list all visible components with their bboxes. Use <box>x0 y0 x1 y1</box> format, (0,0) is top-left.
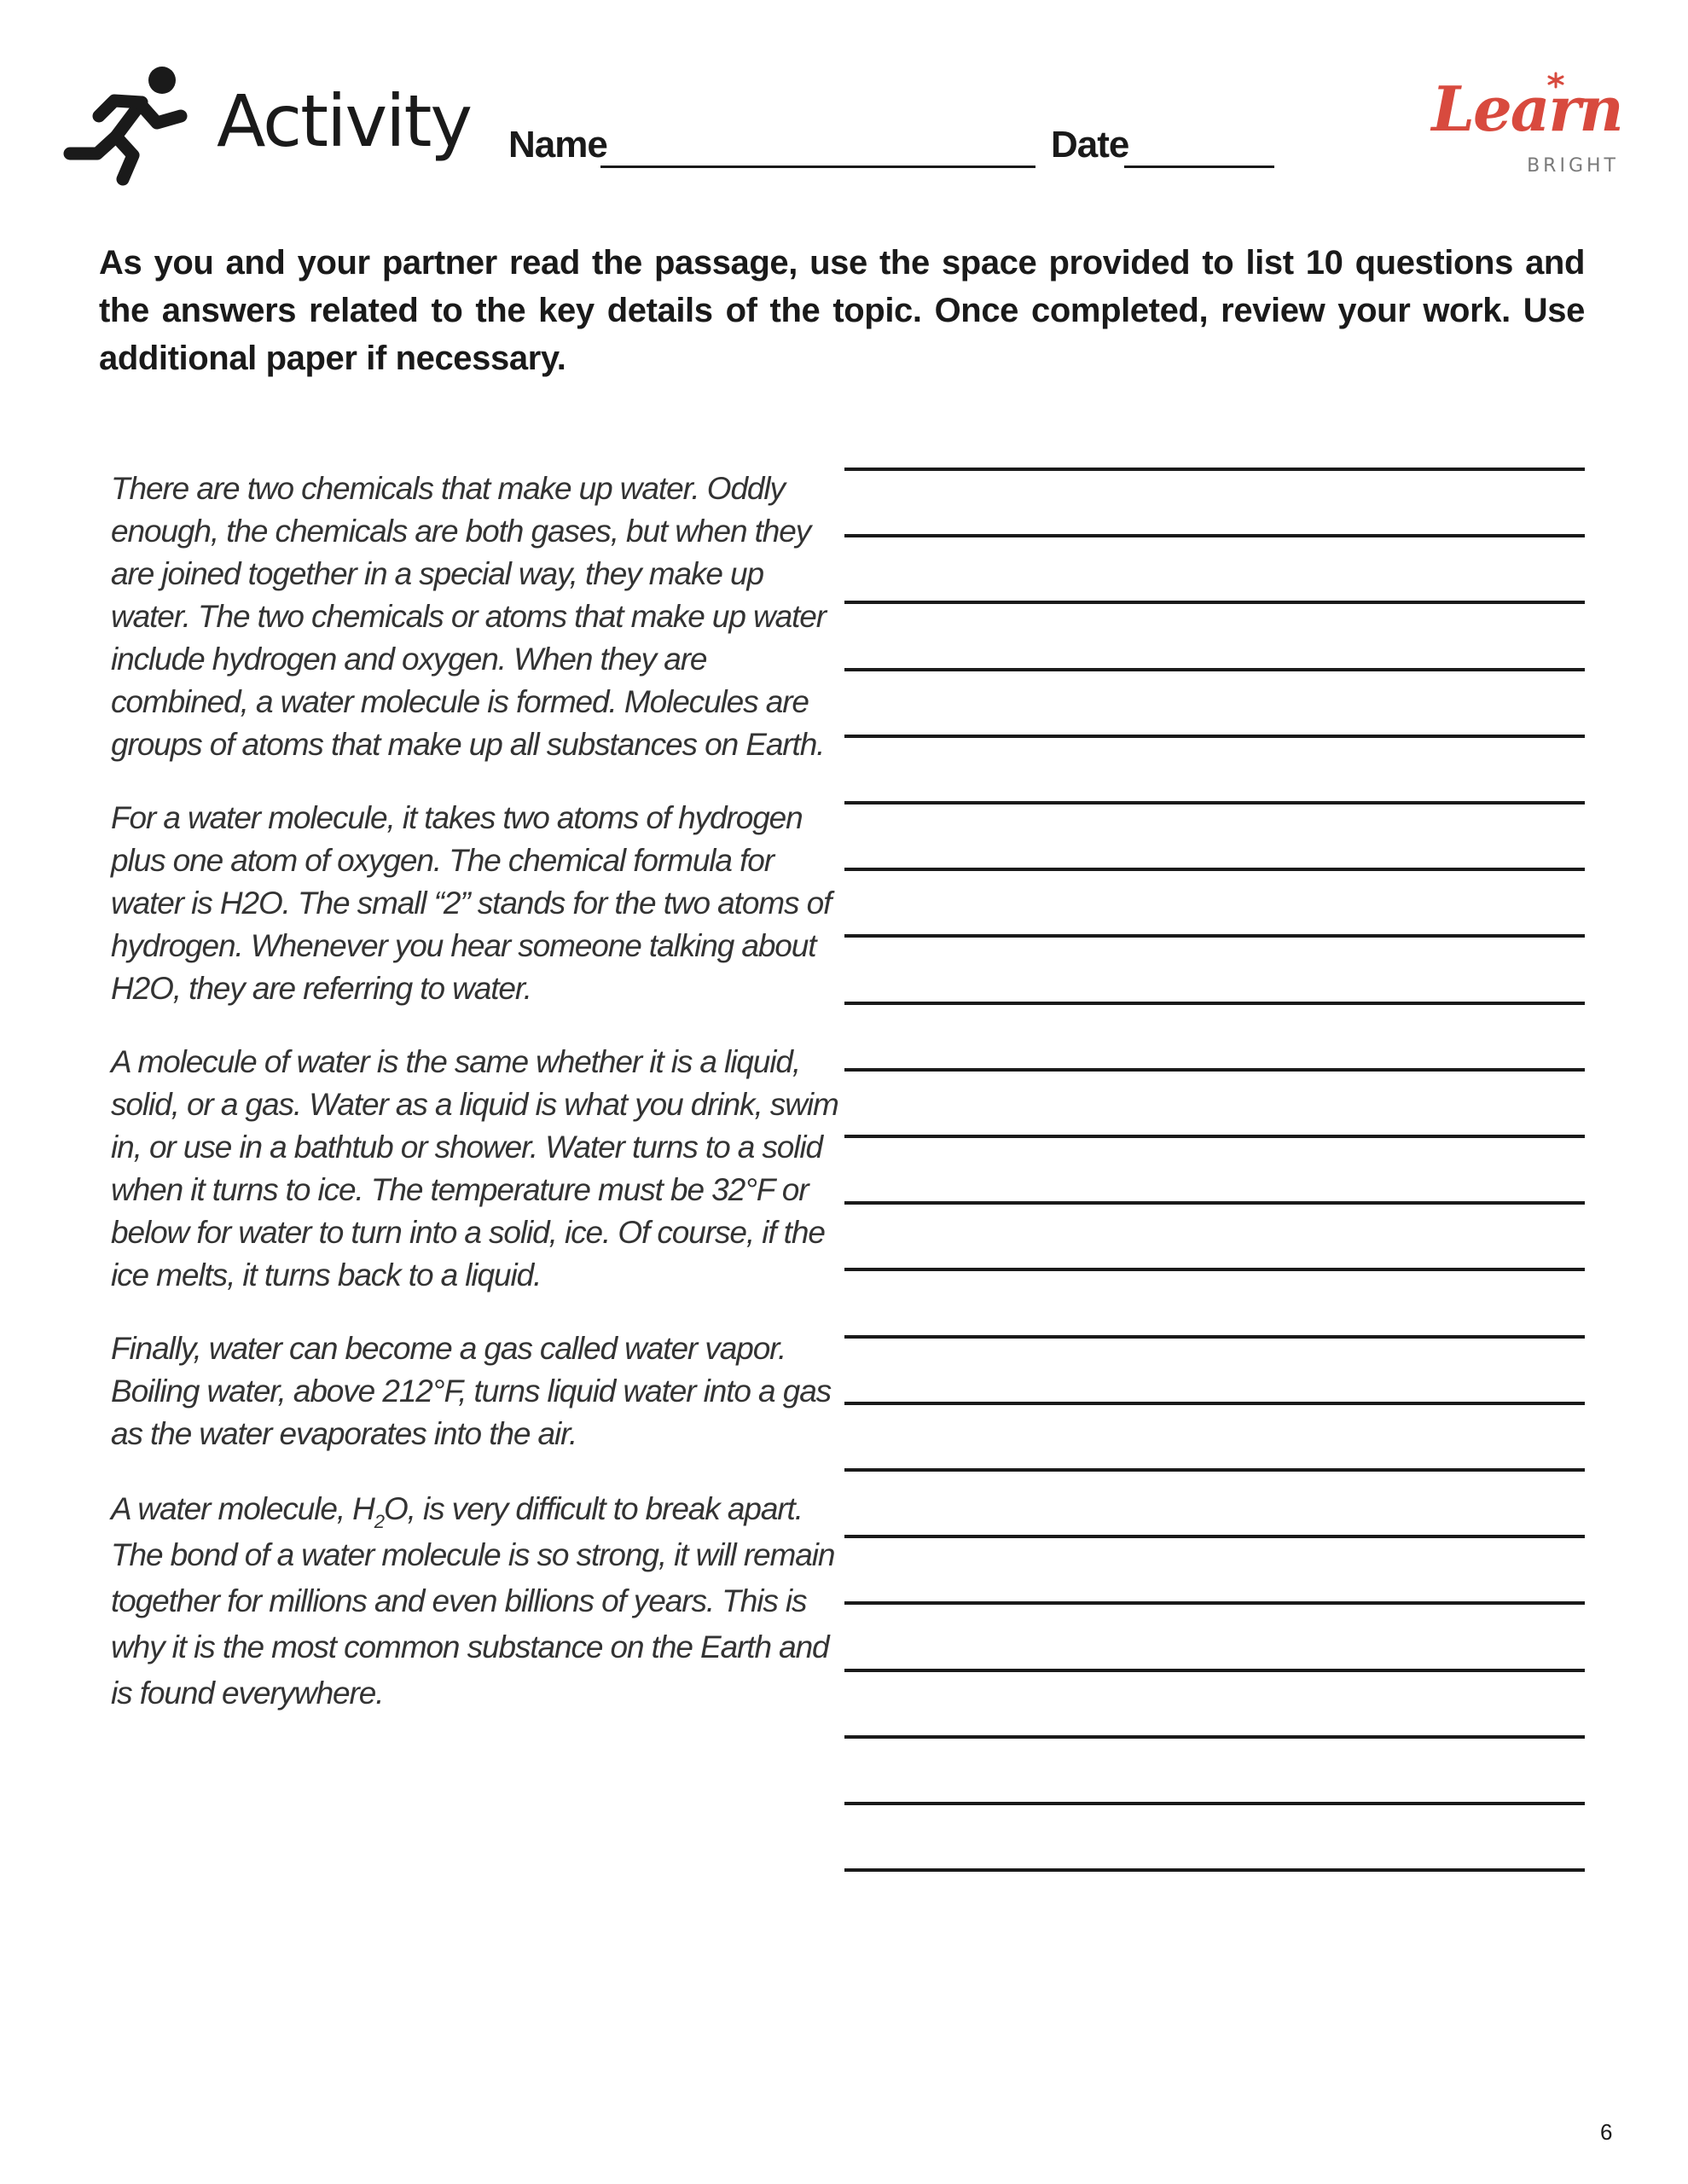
answer-line[interactable] <box>844 868 1585 871</box>
logo-brand-text: Learn <box>1431 73 1622 145</box>
answer-line[interactable] <box>844 534 1585 537</box>
answer-line[interactable] <box>844 1468 1585 1472</box>
answer-line[interactable] <box>844 735 1585 738</box>
answer-line[interactable] <box>844 1402 1585 1405</box>
answer-line[interactable] <box>844 601 1585 604</box>
date-label: Date <box>1051 124 1129 166</box>
answer-line[interactable] <box>844 1669 1585 1672</box>
answer-line[interactable] <box>844 468 1585 471</box>
passage-p5-start: A water molecule, H <box>111 1491 374 1526</box>
answer-line[interactable] <box>844 1002 1585 1005</box>
answer-line[interactable] <box>844 1735 1585 1739</box>
answer-line[interactable] <box>844 1802 1585 1805</box>
passage-paragraph-2: For a water molecule, it takes two atoms of hydrogen plus one atom of oxygen. The chemical formula for water is H2O. The small “2” stands for the two atoms of hydrogen. Whenever you hear someone talking about H2O, they are referring to water. <box>111 800 832 1006</box>
passage-paragraph-4: Finally, water can become a gas called water vapor. Boiling water, above 212°F, turns liquid water into a gas as the water evaporates into the air. <box>111 1331 832 1451</box>
page-number: 6 <box>1600 2119 1613 2145</box>
reading-passage <box>111 468 844 1747</box>
passage-p5-end: O, is very difficult to break apart. The bond of a water molecule is so strong, it will remain together for millions and even billions of years. This is why it is the most common substance on the Earth and is found everywhere. <box>111 1491 835 1711</box>
answer-line[interactable] <box>844 934 1585 938</box>
subscript-2: 2 <box>374 1511 384 1532</box>
logo-sub-text: BRIGHT <box>1527 155 1619 177</box>
answer-line[interactable] <box>844 1068 1585 1072</box>
answer-line[interactable] <box>844 801 1585 804</box>
answer-line[interactable] <box>844 1535 1585 1538</box>
passage-paragraph-5 <box>111 1486 844 1716</box>
answer-line[interactable] <box>844 668 1585 671</box>
answer-line[interactable] <box>844 1201 1585 1205</box>
passage-paragraph-1: There are two chemicals that make up water. Oddly enough, the chemicals are both gases, but when they are joined together in a special way, they make up water. The two chemicals or atoms that make up water include hydrogen and oxygen. When they are combined, a water molecule is formed. Molecules are groups of atoms that make up all substances on Earth. <box>111 471 827 762</box>
answer-line[interactable] <box>844 1601 1585 1605</box>
page-title: Activity <box>217 79 472 163</box>
answer-line[interactable] <box>844 1868 1585 1872</box>
name-label: Name <box>508 124 607 166</box>
running-person-icon <box>61 65 198 186</box>
instructions: As you and your partner read the passage, use the space provided to list 10 questions and the answers related to the key details of the topic. Once completed, review your work. Use additional paper if necessary. <box>99 244 1585 377</box>
name-field[interactable] <box>600 166 1035 168</box>
learn-bright-logo <box>1426 73 1627 181</box>
answer-line[interactable] <box>844 1335 1585 1339</box>
answer-line[interactable] <box>844 1268 1585 1271</box>
passage-paragraph-3: A molecule of water is the same whether it is a liquid, solid, or a gas. Water as a liquid is what you drink, swim in, or use in a bathtub or shower. Water turns to a solid when it turns to ice. The temperature must be 32°F or below for water to turn into a solid, ice. Of course, if the ice melts, it turns back to a liquid. <box>111 1044 838 1292</box>
answer-line[interactable] <box>844 1135 1585 1138</box>
date-field[interactable] <box>1124 166 1274 168</box>
